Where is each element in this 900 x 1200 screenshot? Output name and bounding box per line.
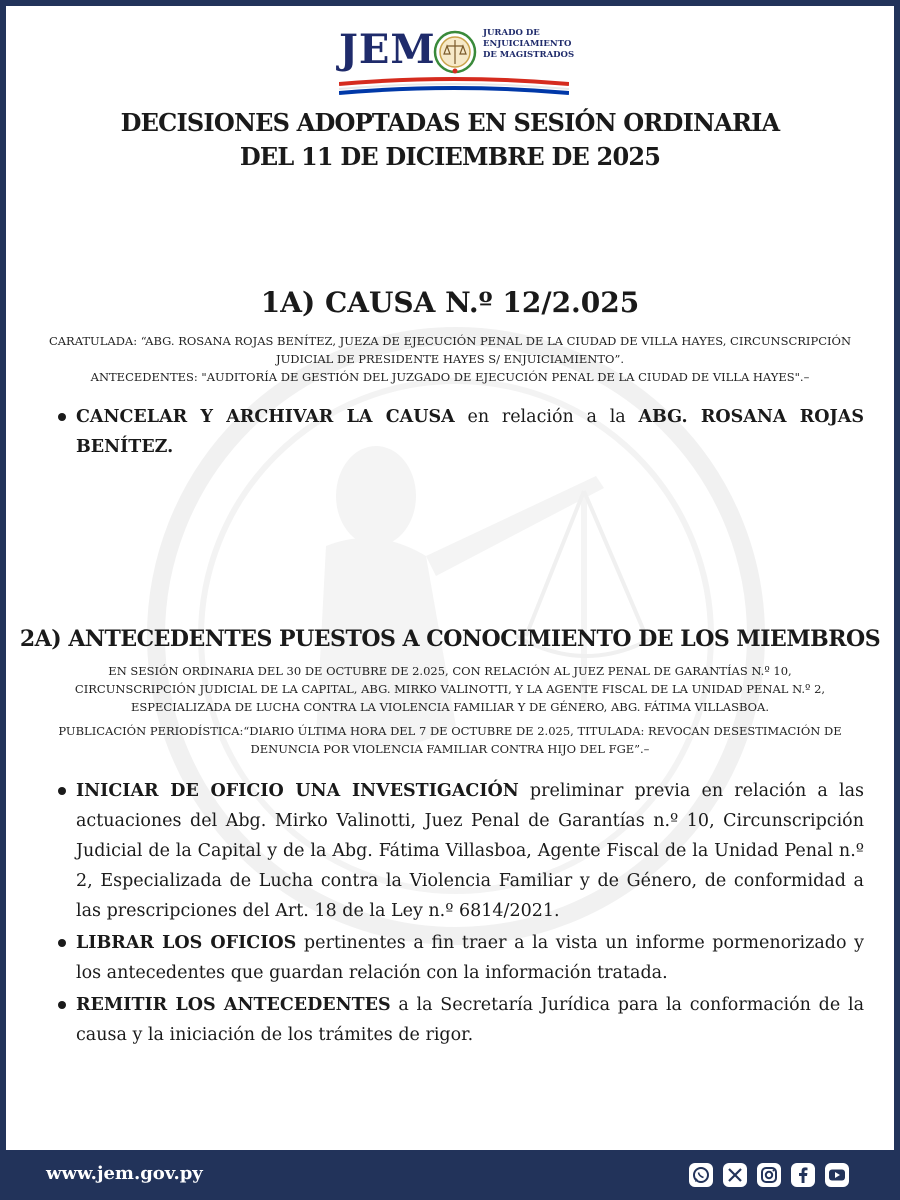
section-1-antecedentes: ANTECEDENTES: "AUDITORÍA DE GESTIÓN DEL JUZGADO DE EJECUCIÓN PENAL DE LA CIUDAD DE VILLA HAYES".– <box>90 370 810 384</box>
logo-text <box>483 28 574 61</box>
flag-stripes <box>339 76 569 96</box>
bullet-text: a la Secretaría Jurídica para la conformación de la causa y la iniciación de los trámites de rigor. <box>76 995 864 1045</box>
list-item <box>56 928 864 988</box>
section-2-title: 2A) ANTECEDENTES PUESTOS A CONOCIMIENTO DE LOS MIEMBROS <box>19 626 881 652</box>
bullet-bold: REMITIR LOS ANTECEDENTES <box>76 995 391 1015</box>
bullet-text: en relación a la <box>454 407 639 427</box>
jem-logo <box>339 26 579 96</box>
section-1-bullet-list <box>56 402 864 464</box>
section-2-intro: EN SESIÓN ORDINARIA DEL 30 DE OCTUBRE DE 2.025, CON RELACIÓN AL JUEZ PENAL DE GARANTÍAS N.º 10, CIRCUNSCRIPCIÓN JUDICIAL DE LA CAPITAL, ABG. MIRKO VALINOTTI, Y LA AGENTE FISCAL DE LA UNIDAD PENAL N.º 2, ESPECIALIZADA DE LUCHA CONTRA LA VIOLENCIA FAMILIAR Y DE GÉNERO, ABG. FÁTIMA VILLASBOA. <box>74 664 826 714</box>
logo-line-3: DE MAGISTRADOS <box>483 50 575 60</box>
title-line-2: DEL 11 DE DICIEMBRE DE 2025 <box>239 142 661 171</box>
list-item <box>56 776 864 926</box>
whatsapp-icon[interactable] <box>688 1162 714 1188</box>
x-icon[interactable] <box>722 1162 748 1188</box>
bullet-text: preliminar previa en relación a las actuaciones del Abg. Mirko Valinotti, Juez Penal de Garantías n.º 10, Circunscripción Judicial de la Capital y de la Abg. Fátima Villasboa, Agente Fiscal de la Unidad Penal n.º 2, Especializada de Lucha contra la Violencia Familiar y de Género, de conformidad a las prescripciones del Art. 18 de la Ley n.º 6814/2021. <box>76 781 864 921</box>
bullet-text: pertinentes a fin traer a la vista un informe pormenorizado y los antecedentes que guardan relación con la información tratada. <box>76 933 864 983</box>
bullet-bold: CANCELAR Y ARCHIVAR LA CAUSA <box>76 407 455 427</box>
title-line-1: DECISIONES ADOPTADAS EN SESIÓN ORDINARIA <box>120 108 780 137</box>
facebook-icon[interactable] <box>790 1162 816 1188</box>
seal-icon <box>433 30 477 74</box>
section-2-bullet-list <box>56 776 864 1052</box>
bullet-bold: LIBRAR LOS OFICIOS <box>76 933 297 953</box>
section-1-caratulada: CARATULADA: “ABG. ROSANA ROJAS BENÍTEZ, JUEZA DE EJECUCIÓN PENAL DE LA CIUDAD DE VILLA HAYES, CIRCUNSCRIPCIÓN JUDICIAL DE PRESIDENTE HAYES S/ ENJUICIAMIENTO”. <box>48 334 852 366</box>
logo-abbreviation: JEM <box>339 26 436 73</box>
document-card <box>6 6 894 1150</box>
page-title <box>6 106 894 174</box>
logo-line-1: JURADO DE <box>483 28 540 38</box>
social-icons <box>688 1162 850 1188</box>
bullet-bold: INICIAR DE OFICIO UNA INVESTIGACIÓN <box>76 781 519 801</box>
logo-line-2: ENJUICIAMIENTO <box>483 39 572 49</box>
section-2-publicacion: PUBLICACIÓN PERIODÍSTICA:“DIARIO ÚLTIMA HORA DEL 7 DE OCTUBRE DE 2.025, TITULADA: REVOCAN DESESTIMACIÓN DE DENUNCIA POR VIOLENCIA FAMILIAR CONTRA HIJO DEL FGE”.– <box>58 724 842 756</box>
bullet-bold: ABG. ROSANA ROJAS BENÍTEZ. <box>76 407 864 457</box>
instagram-icon[interactable] <box>756 1162 782 1188</box>
list-item <box>56 990 864 1050</box>
website-link[interactable]: www.jem.gov.py <box>46 1163 203 1184</box>
list-item <box>56 402 864 462</box>
youtube-icon[interactable] <box>824 1162 850 1188</box>
section-1-title: 1A) CAUSA N.º 12/2.025 <box>260 286 640 319</box>
